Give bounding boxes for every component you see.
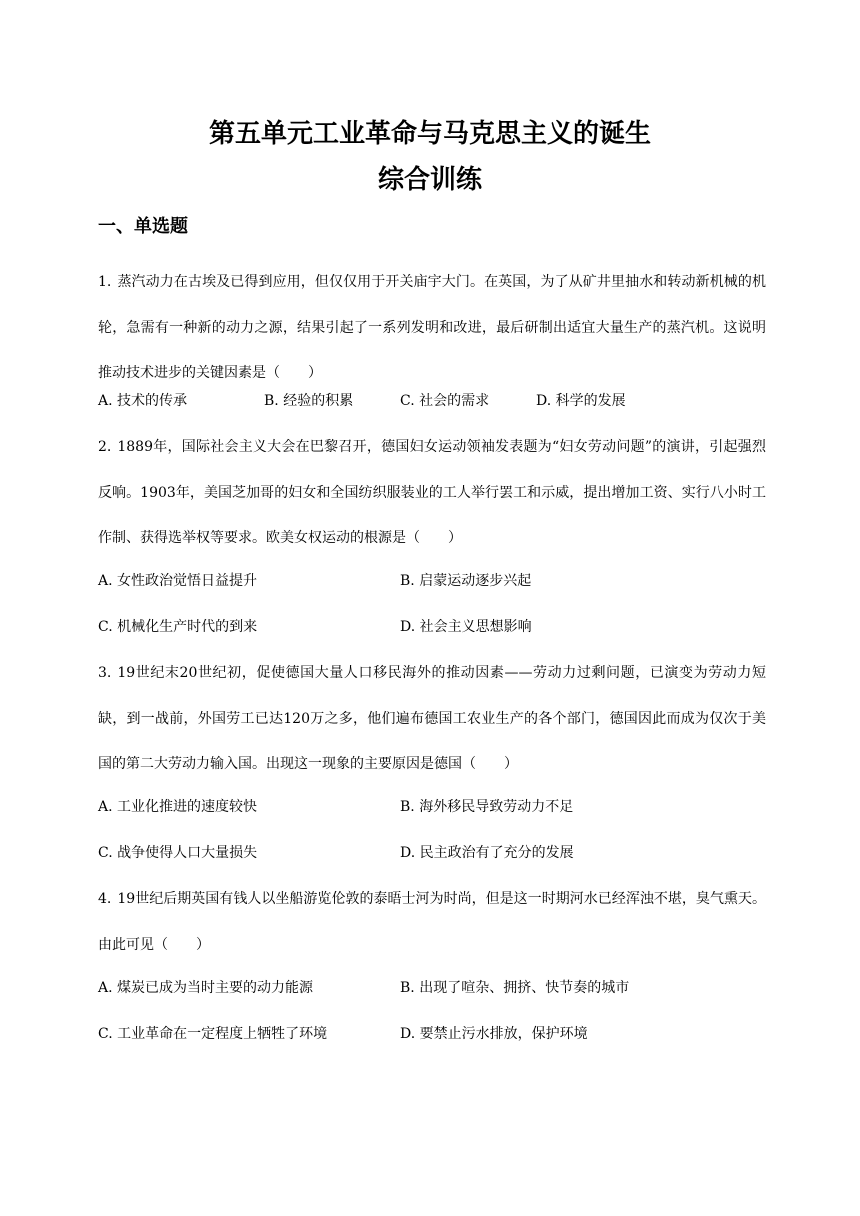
question-stem: 19世纪后期英国有钱人以坐船游览伦敦的泰晤士河为时尚，但是这一时期河水已经浑浊不堪，臭气熏天。由此可见（ ） (98, 891, 766, 953)
section-heading: 一、单选题 (98, 216, 188, 237)
question-4 (98, 877, 766, 968)
options-row (98, 796, 766, 818)
option-c: C. 机械化生产时代的到来 (98, 619, 258, 635)
option-c: C. 工业革命在一定程度上牺牲了环境 (98, 1026, 328, 1042)
question-1 (98, 260, 766, 397)
question-stem: 1889年，国际社会主义大会在巴黎召开，德国妇女运动领袖发表题为“妇女劳动问题”的演讲，引起强烈反响。1903年，美国芝加哥的妇女和全国纺织服装业的工人举行罢工和示威，提出增加工资、实行八小时工作制、获得选举权等要求。欧美女权运动的根源是（ ） (98, 439, 766, 546)
question-number: 3. (98, 665, 112, 681)
question-number: 4. (98, 891, 112, 907)
question-2 (98, 425, 766, 562)
option-c: C. 社会的需求 (400, 393, 490, 409)
option-a: A. 技术的传承 (98, 393, 188, 409)
question-3 (98, 651, 766, 788)
document-title: 第五单元工业革命与马克思主义的诞生 (208, 119, 651, 149)
option-d: D. 民主政治有了充分的发展 (400, 845, 574, 861)
option-a: A. 女性政治觉悟日益提升 (98, 573, 258, 589)
option-d: D. 社会主义思想影响 (400, 619, 532, 635)
option-c: C. 战争使得人口大量损失 (98, 845, 258, 861)
option-b: B. 启蒙运动逐步兴起 (400, 573, 532, 589)
options-row (98, 616, 766, 638)
question-number: 1. (98, 274, 112, 290)
options-row (98, 570, 766, 592)
document-subtitle: 综合训练 (377, 165, 482, 195)
question-stem: 19世纪末20世纪初，促使德国大量人口移民海外的推动因素——劳动力过剩问题，已演变为劳动力短缺，到一战前，外国劳工已达120万之多，他们遍布德国工农业生产的各个部门，德国因此而成为仅次于美国的第二大劳动力输入国。出现这一现象的主要原因是德国（ ） (98, 665, 766, 772)
option-b: B. 海外移民导致劳动力不足 (400, 799, 574, 815)
option-d: D. 科学的发展 (536, 393, 626, 409)
options-row (98, 390, 766, 412)
option-b: B. 出现了喧杂、拥挤、快节奏的城市 (400, 980, 630, 996)
question-number: 2. (98, 439, 112, 455)
question-stem: 蒸汽动力在古埃及已得到应用，但仅仅用于开关庙宇大门。在英国，为了从矿井里抽水和转动新机械的机轮，急需有一种新的动力之源，结果引起了一系列发明和改进，最后研制出适宜大量生产的蒸汽机。这说明推动技术进步的关键因素是（ ） (98, 274, 766, 381)
option-a: A. 工业化推进的速度较快 (98, 799, 258, 815)
option-d: D. 要禁止污水排放，保护环境 (400, 1026, 588, 1042)
option-b: B. 经验的积累 (264, 393, 354, 409)
options-row (98, 977, 766, 999)
options-row (98, 1023, 766, 1045)
option-a: A. 煤炭已成为当时主要的动力能源 (98, 980, 314, 996)
options-row (98, 842, 766, 864)
